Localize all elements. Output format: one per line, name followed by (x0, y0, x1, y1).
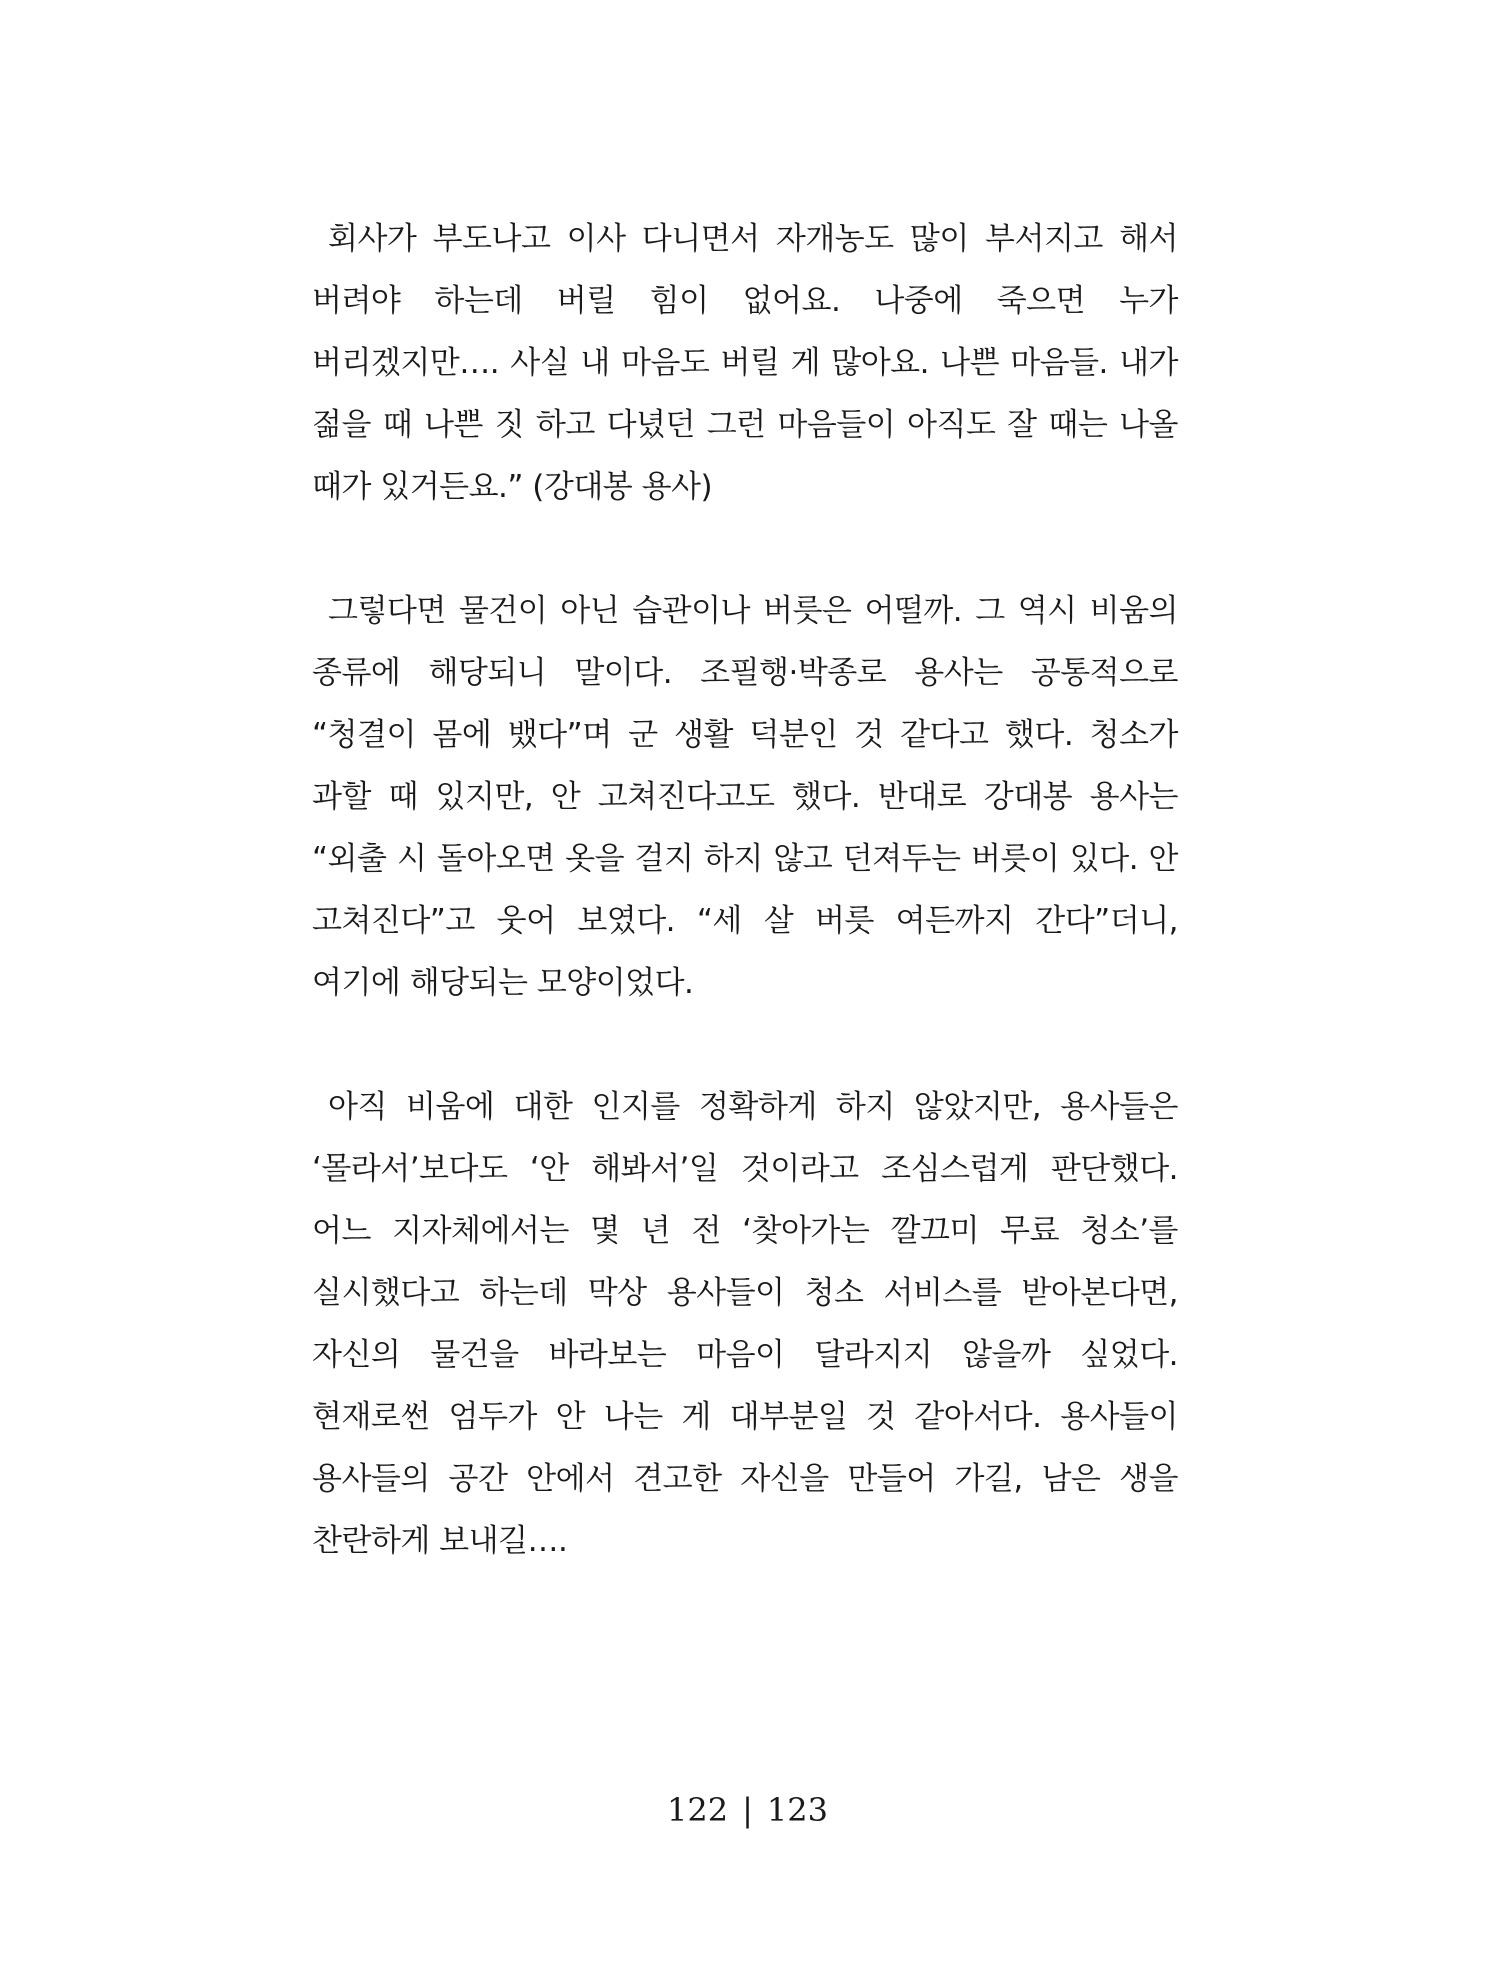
paragraph-3: 아직 비움에 대한 인지를 정확하게 하지 않았지만, 용사들은 ‘몰라서’보다도 ‘안 해봐서’일 것이라고 조심스럽게 판단했다. 어느 지자체에서는 몇 년 전 ‘찾아가는 깔끄미 무료 청소’를 실시했다고 하는데 막상 용사들이 청소 서비스를 받아본다면, 자신의 물건을 바라보는 마음이 달라지지 않을까 싶었다. 현재로썬 엄두가 안 나는 게 대부분일 것 같아서다. 용사들이 용사들의 공간 안에서 견고한 자신을 만들어 가길, 남은 생을 찬란하게 보내길…. (312, 1089, 1178, 1559)
page-number-separator: | (742, 1791, 753, 1829)
paragraph-1: 회사가 부도나고 이사 다니면서 자개농도 많이 부서지고 해서 버려야 하는데 버릴 힘이 없어요. 나중에 죽으면 누가 버리겠지만…. 사실 내 마음도 버릴 게 많아요. 나쁜 마음들. 내가 젊을 때 나쁜 짓 하고 다녔던 그런 마음들이 아직도 잘 때는 나올 때가 있거든요.” (강대봉 용사) (312, 221, 1178, 505)
page-numbers (0, 1790, 1495, 1830)
right-page-number: 123 (766, 1791, 828, 1829)
paragraph-2: 그렇다면 물건이 아닌 습관이나 버릇은 어떨까. 그 역시 비움의 종류에 해당되니 말이다. 조필행·박종로 용사는 공통적으로 “청결이 몸에 뱄다”며 군 생활 덕분인 것 같다고 했다. 청소가 과할 때 있지만, 안 고쳐진다고도 했다. 반대로 강대봉 용사는 “외출 시 돌아오면 옷을 걸지 하지 않고 던져두는 버릇이 있다. 안 고쳐진다”고 웃어 보였다. “세 살 버릇 여든까지 간다”더니, 여기에 해당되는 모양이었다. (312, 593, 1178, 1001)
left-page-number: 122 (667, 1791, 729, 1829)
body-text (312, 208, 1178, 1572)
